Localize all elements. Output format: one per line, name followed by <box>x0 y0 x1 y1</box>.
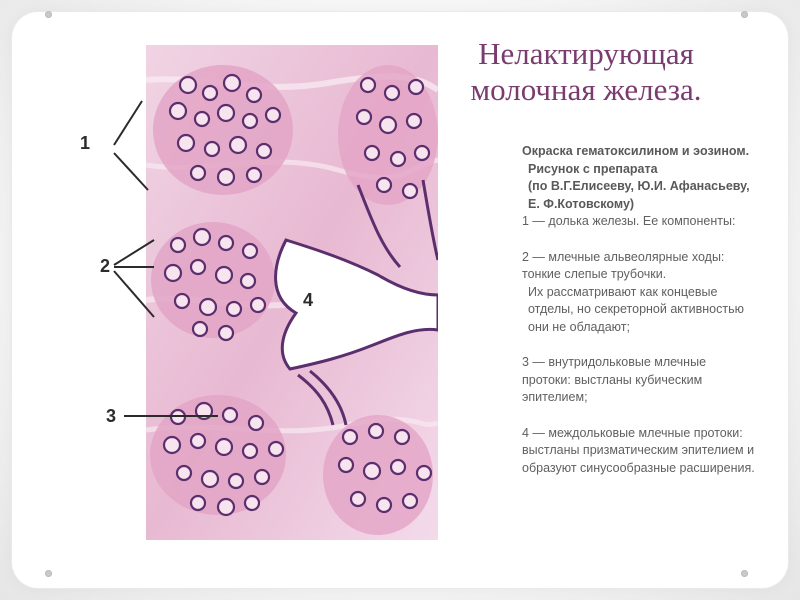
figure-label-4: 4 <box>303 290 314 310</box>
corner-dot-bottom-left <box>45 570 52 577</box>
stain-note: Окраска гематоксилином и эозином. <box>522 144 750 158</box>
slide-title: Нелактирующая молочная железа. <box>470 36 702 107</box>
slide-notes <box>522 143 757 477</box>
drawing-note: Рисунок с препарата <box>528 161 658 176</box>
figure-label-1: 1 <box>80 133 91 153</box>
corner-dot-top-right <box>741 11 748 18</box>
spacer <box>522 336 757 354</box>
spacer <box>522 231 757 249</box>
figure-label-2: 2 <box>100 256 111 276</box>
corner-dot-top-left <box>45 11 52 18</box>
authors-note: (по В.Г.Елисееву, Ю.И. Афанасьеву, Е. Ф.Котовскому) <box>528 179 750 211</box>
histology-illustration <box>28 45 438 540</box>
spacer <box>522 407 757 425</box>
histology-drawing <box>28 45 438 540</box>
item-2-extra: Их рассматривают как концевые отделы, но секреторной активностью они не обладают; <box>528 284 744 334</box>
item-4: 4 — междольковые млечные протоки: выстланы призматическим эпителием и образуют синусообразные расширения. <box>522 425 755 475</box>
item-2: 2 — млечные альвеолярные ходы: тонкие слепые трубочки. <box>522 249 725 281</box>
item-3: 3 — внутридольковые млечные протоки: выстланы кубическим эпителием; <box>522 355 707 404</box>
item-1: 1 — долька железы. Ее компоненты: <box>522 214 736 228</box>
corner-dot-bottom-right <box>741 570 748 577</box>
figure-label-3: 3 <box>106 406 117 426</box>
